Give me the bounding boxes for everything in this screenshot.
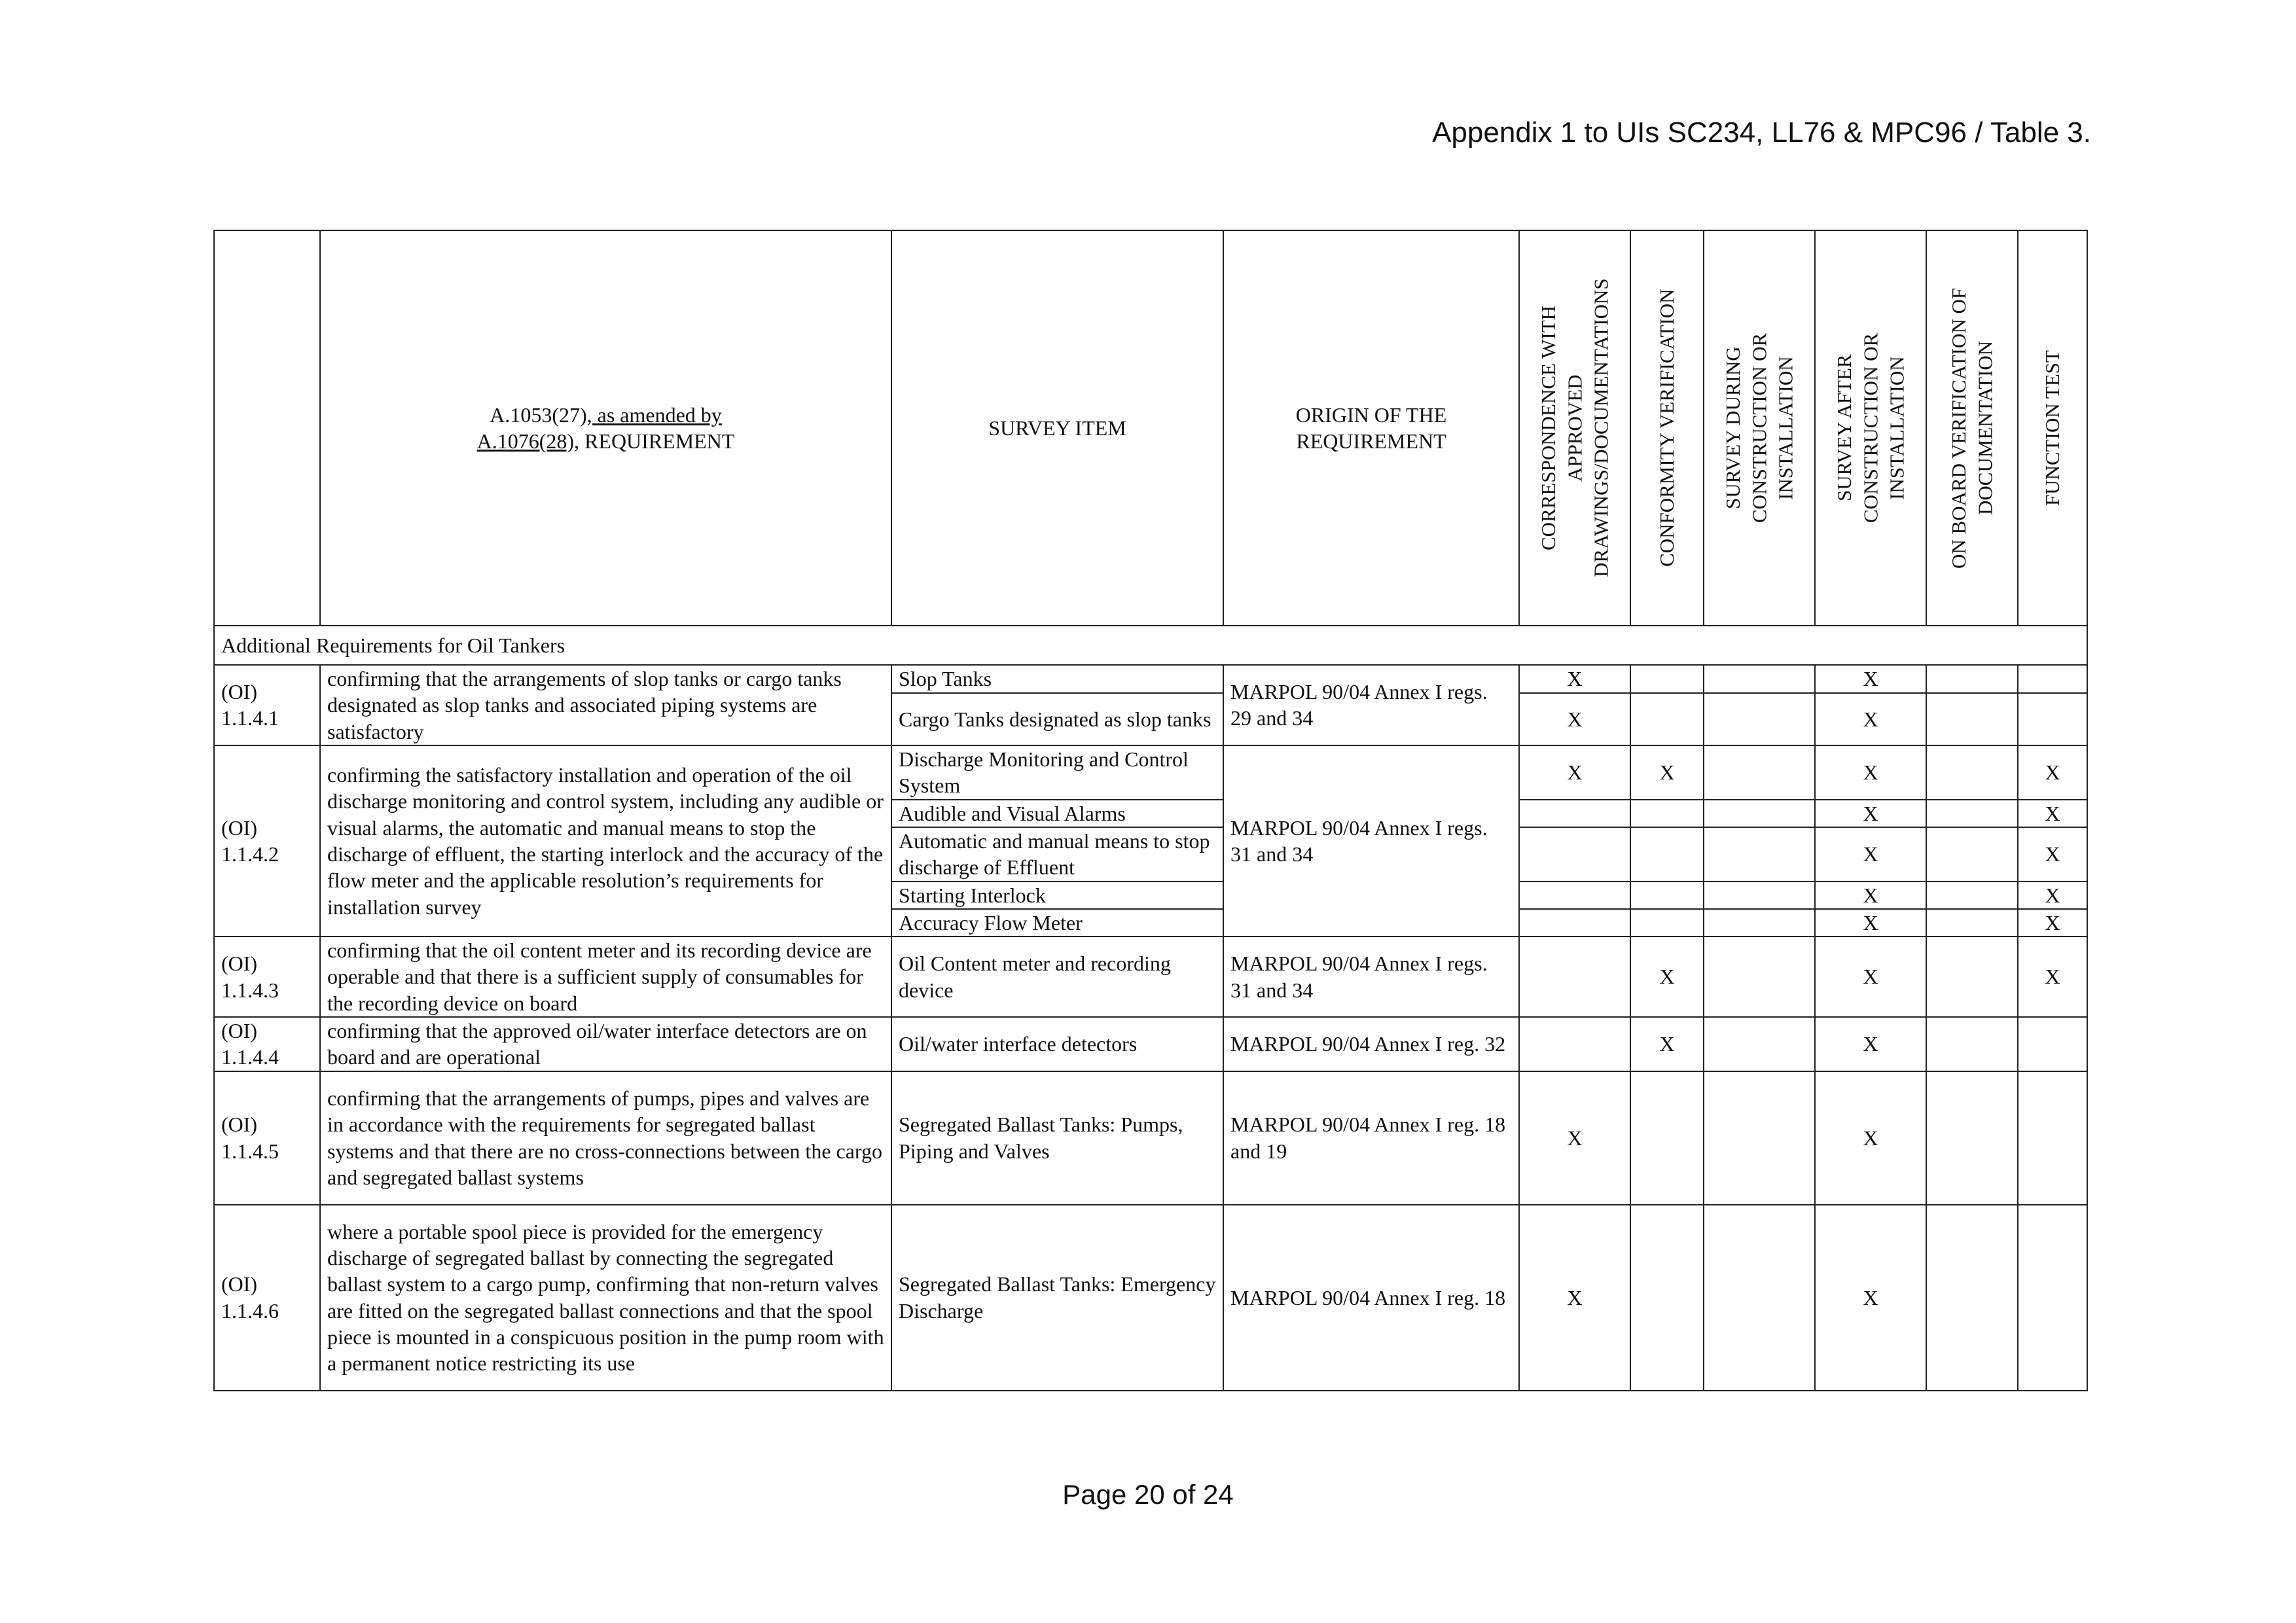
mark-survey-during xyxy=(1704,693,1815,745)
mark-survey-after: X xyxy=(1815,1017,1926,1071)
mark-function-test: X xyxy=(2018,800,2087,827)
mark-on-board xyxy=(1926,1017,2018,1071)
mark-survey-during xyxy=(1704,800,1815,827)
page-header: Appendix 1 to UIs SC234, LL76 & MPC96 / Table 3. xyxy=(1432,116,2091,149)
row-origin: MARPOL 90/04 Annex I reg. 18 xyxy=(1223,1205,1519,1391)
table-row xyxy=(214,745,2087,800)
row-survey-item: Segregated Ballast Tanks: Emergency Discharge xyxy=(891,1205,1223,1391)
header-survey-during xyxy=(1704,230,1815,626)
survey-table xyxy=(213,230,2088,1391)
header-correspondence-text: CORRESPONDENCE WITH APPROVED DRAWINGS/DOCUMENTATIONS xyxy=(1536,278,1613,578)
row-reference: (OI) 1.1.4.6 xyxy=(214,1205,320,1391)
header-conformity xyxy=(1630,230,1704,626)
row-requirement: confirming that the arrangements of pumps, pipes and valves are in accordance with the requirements for segregated ballast systems and that there are no cross-connections between the cargo and segregated ballast systems xyxy=(320,1071,891,1205)
mark-conformity xyxy=(1630,1205,1704,1391)
mark-survey-during xyxy=(1704,745,1815,800)
header-on-board-text: ON BOARD VERIFICATION OF DOCUMENTATION xyxy=(1946,287,1996,569)
mark-survey-after: X xyxy=(1815,882,1926,909)
row-survey-item: Cargo Tanks designated as slop tanks xyxy=(891,693,1223,745)
row-requirement: confirming that the approved oil/water interface detectors are on board and are operational xyxy=(320,1017,891,1071)
mark-correspondence: X xyxy=(1519,745,1630,800)
row-origin: MARPOL 90/04 Annex I reg. 18 and 19 xyxy=(1223,1071,1519,1205)
row-origin: MARPOL 90/04 Annex I regs. 29 and 34 xyxy=(1223,665,1519,745)
mark-function-test: X xyxy=(2018,936,2087,1017)
mark-conformity: X xyxy=(1630,1017,1704,1071)
row-origin: MARPOL 90/04 Annex I reg. 32 xyxy=(1223,1017,1519,1071)
mark-function-test: X xyxy=(2018,909,2087,936)
mark-conformity xyxy=(1630,827,1704,882)
mark-survey-during xyxy=(1704,1071,1815,1205)
mark-survey-during xyxy=(1704,936,1815,1017)
mark-on-board xyxy=(1926,745,2018,800)
mark-on-board xyxy=(1926,665,2018,693)
table-row xyxy=(214,665,2087,693)
mark-survey-after: X xyxy=(1815,800,1926,827)
row-survey-item: Slop Tanks xyxy=(891,665,1223,693)
section-title: Additional Requirements for Oil Tankers xyxy=(214,626,2087,665)
row-reference: (OI) 1.1.4.3 xyxy=(214,936,320,1017)
header-req-amended: , as amended by xyxy=(586,402,722,427)
row-requirement: where a portable spool piece is provided for the emergency discharge of segregated ballast by connecting the segregated ballast system to a cargo pump, confirming that non-return valves are fitted on the segregated ballast connections and that the spool piece is mounted in a conspicuous position in the pump room with a permanent notice restricting its use xyxy=(320,1205,891,1391)
row-requirement: confirming that the arrangements of slop tanks or cargo tanks designated as slop tanks and associated piping systems are satisfactory xyxy=(320,665,891,745)
mark-conformity xyxy=(1630,909,1704,936)
mark-function-test: X xyxy=(2018,882,2087,909)
mark-survey-after: X xyxy=(1815,936,1926,1017)
row-reference: (OI) 1.1.4.1 xyxy=(214,665,320,745)
row-survey-item: Oil/water interface detectors xyxy=(891,1017,1223,1071)
mark-survey-after: X xyxy=(1815,827,1926,882)
mark-survey-during xyxy=(1704,909,1815,936)
mark-function-test xyxy=(2018,1205,2087,1391)
header-function-test xyxy=(2018,230,2087,626)
row-requirement: confirming that the oil content meter and its recording device are operable and that there is a sufficient supply of consumables for the recording device on board xyxy=(320,936,891,1017)
mark-on-board xyxy=(1926,909,2018,936)
mark-on-board xyxy=(1926,1071,2018,1205)
mark-correspondence: X xyxy=(1519,1071,1630,1205)
mark-correspondence xyxy=(1519,800,1630,827)
table-row xyxy=(214,1071,2087,1205)
header-ref xyxy=(214,230,320,626)
table-body xyxy=(214,626,2087,1391)
mark-correspondence xyxy=(1519,909,1630,936)
row-survey-item: Starting Interlock xyxy=(891,882,1223,909)
row-reference: (OI) 1.1.4.2 xyxy=(214,745,320,936)
row-requirement: confirming the satisfactory installation and operation of the oil discharge monitoring and control system, including any audible or visual alarms, the automatic and manual means to stop the discharge of effluent, the starting interlock and the accuracy of the flow meter and the applicable resolution’s requirements for installation survey xyxy=(320,745,891,936)
header-on-board xyxy=(1926,230,2018,626)
mark-on-board xyxy=(1926,1205,2018,1391)
table-row xyxy=(214,936,2087,1017)
row-origin: MARPOL 90/04 Annex I regs. 31 and 34 xyxy=(1223,745,1519,936)
mark-conformity: X xyxy=(1630,936,1704,1017)
mark-conformity xyxy=(1630,665,1704,693)
header-survey-after-text: SURVEY AFTER CONSTRUCTION OR INSTALLATION xyxy=(1832,332,1909,524)
mark-on-board xyxy=(1926,936,2018,1017)
mark-correspondence: X xyxy=(1519,1205,1630,1391)
row-survey-item: Segregated Ballast Tanks: Pumps, Piping and Valves xyxy=(891,1071,1223,1205)
table-row xyxy=(214,1017,2087,1071)
header-req-code-2: A.1076(28), xyxy=(476,429,580,453)
header-survey-during-text: SURVEY DURING CONSTRUCTION OR INSTALLATION xyxy=(1721,332,1797,524)
mark-conformity: X xyxy=(1630,745,1704,800)
mark-survey-after: X xyxy=(1815,1071,1926,1205)
header-survey-after xyxy=(1815,230,1926,626)
header-req-code: A.1053(27) xyxy=(490,402,587,427)
header-origin xyxy=(1223,230,1519,626)
mark-correspondence xyxy=(1519,882,1630,909)
mark-conformity xyxy=(1630,882,1704,909)
header-function-test-text: FUNCTION TEST xyxy=(2040,350,2064,506)
mark-correspondence xyxy=(1519,827,1630,882)
row-origin: MARPOL 90/04 Annex I regs. 31 and 34 xyxy=(1223,936,1519,1017)
mark-survey-during xyxy=(1704,665,1815,693)
header-correspondence xyxy=(1519,230,1630,626)
mark-function-test xyxy=(2018,693,2087,745)
row-survey-item: Oil Content meter and recording device xyxy=(891,936,1223,1017)
header-origin-text: ORIGIN OF THE REQUIREMENT xyxy=(1295,402,1447,453)
row-reference: (OI) 1.1.4.5 xyxy=(214,1071,320,1205)
mark-on-board xyxy=(1926,882,2018,909)
row-survey-item: Discharge Monitoring and Control System xyxy=(891,745,1223,800)
mark-function-test xyxy=(2018,1071,2087,1205)
mark-survey-after: X xyxy=(1815,693,1926,745)
table-row xyxy=(214,1205,2087,1391)
header-requirement xyxy=(320,230,891,626)
row-reference: (OI) 1.1.4.4 xyxy=(214,1017,320,1071)
header-survey-item: SURVEY ITEM xyxy=(891,230,1223,626)
mark-survey-after: X xyxy=(1815,665,1926,693)
mark-survey-during xyxy=(1704,1205,1815,1391)
mark-survey-during xyxy=(1704,882,1815,909)
mark-on-board xyxy=(1926,693,2018,745)
mark-function-test xyxy=(2018,665,2087,693)
mark-function-test: X xyxy=(2018,827,2087,882)
row-survey-item: Automatic and manual means to stop discharge of Effluent xyxy=(891,827,1223,882)
mark-survey-after: X xyxy=(1815,1205,1926,1391)
mark-on-board xyxy=(1926,800,2018,827)
mark-survey-during xyxy=(1704,1017,1815,1071)
page-number: Page 20 of 24 xyxy=(1062,1479,1234,1510)
mark-correspondence: X xyxy=(1519,693,1630,745)
mark-function-test xyxy=(2018,1017,2087,1071)
header-conformity-text: CONFORMITY VERIFICATION xyxy=(1655,289,1678,567)
header-req-label: REQUIREMENT xyxy=(579,429,735,453)
row-survey-item: Accuracy Flow Meter xyxy=(891,909,1223,936)
table-header-row xyxy=(214,230,2087,626)
mark-survey-after: X xyxy=(1815,909,1926,936)
mark-correspondence: X xyxy=(1519,665,1630,693)
mark-on-board xyxy=(1926,827,2018,882)
mark-conformity xyxy=(1630,800,1704,827)
mark-survey-after: X xyxy=(1815,745,1926,800)
section-row xyxy=(214,626,2087,665)
mark-function-test: X xyxy=(2018,745,2087,800)
mark-conformity xyxy=(1630,693,1704,745)
mark-survey-during xyxy=(1704,827,1815,882)
mark-correspondence xyxy=(1519,936,1630,1017)
mark-conformity xyxy=(1630,1071,1704,1205)
mark-correspondence xyxy=(1519,1017,1630,1071)
row-survey-item: Audible and Visual Alarms xyxy=(891,800,1223,827)
